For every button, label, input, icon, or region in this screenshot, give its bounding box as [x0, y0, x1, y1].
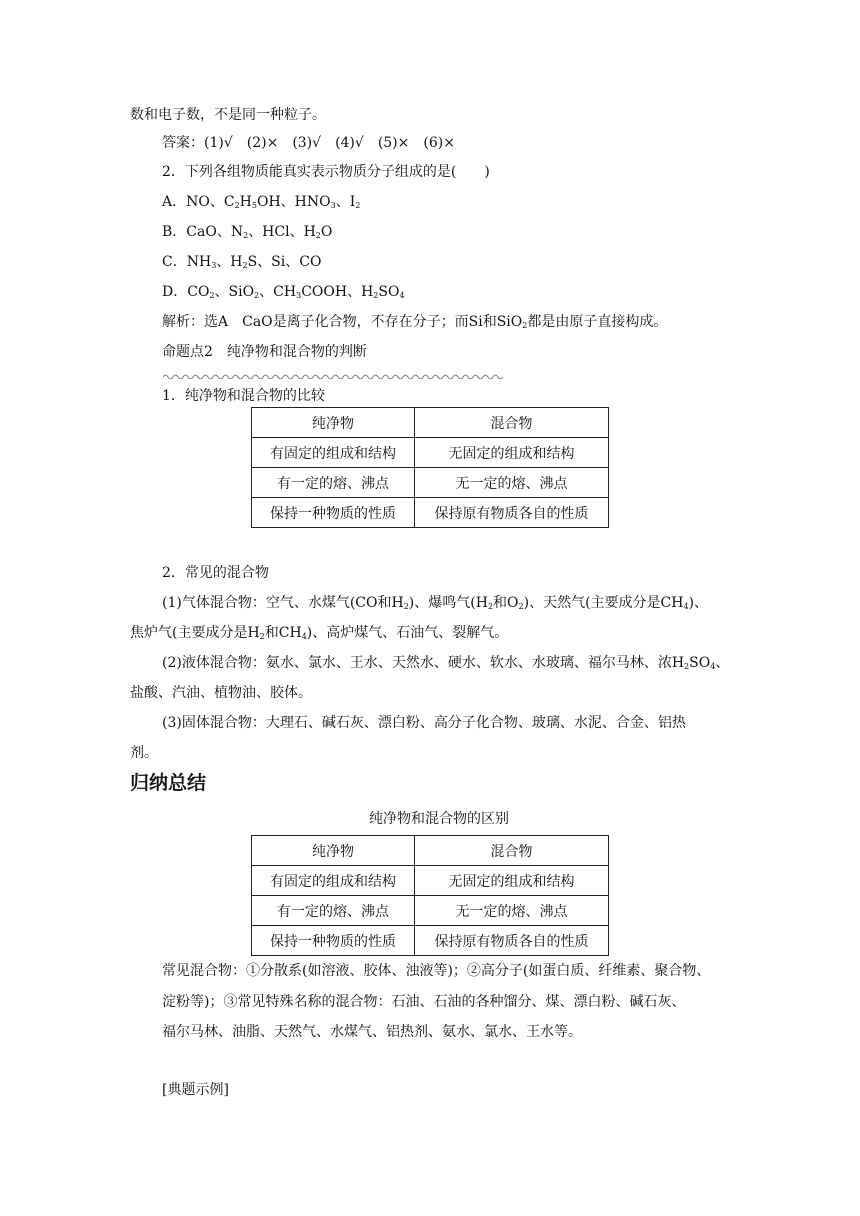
table-cell: 有一定的熔、沸点: [252, 468, 415, 498]
comparison-table: [251, 407, 609, 528]
subscript: 2: [243, 231, 249, 240]
analysis-line: [162, 312, 667, 332]
text-run: CO: [187, 284, 210, 300]
text-run: 、: [715, 655, 730, 671]
table-header-cell: 纯净物: [252, 408, 415, 438]
common-mix-line-2: 淀粉等)；③常见特殊名称的混合物：石油、石油的各种馏分、煤、漂白粉、碱石灰、: [162, 994, 686, 1010]
table-cell: 无一定的熔、沸点: [415, 896, 609, 926]
text-run: 、SiO: [214, 284, 255, 300]
subscript: 3: [211, 261, 217, 270]
text-run: O: [320, 224, 333, 240]
table-header-cell: 纯净物: [252, 836, 415, 866]
text-run: 焦炉气(主要成分是H: [130, 625, 260, 641]
option-text: [186, 224, 332, 240]
subscript: 2: [373, 291, 379, 300]
option-c: [162, 252, 321, 272]
text-run: 、I: [335, 194, 356, 210]
text-run: OH、HNO: [256, 194, 331, 210]
summary-table-title: 纯净物和混合物的区别: [369, 811, 509, 827]
text-run: NH: [186, 254, 212, 270]
table-cell: 保持一种物质的性质: [252, 926, 415, 956]
option-label: B．: [162, 224, 187, 240]
text-run: )、爆鸣气(H: [408, 595, 488, 611]
question-2-stem: 2．下列各组物质能真实表示物质分子组成的是( ): [162, 164, 490, 180]
table-row: [252, 468, 609, 498]
liquid-text: [162, 655, 729, 671]
table-cell: 有固定的组成和结构: [252, 866, 415, 896]
table-header-cell: 混合物: [415, 836, 609, 866]
compare-title: 1．纯净物和混合物的比较: [162, 388, 325, 404]
subscript: 2: [254, 291, 260, 300]
gas-line-1: [162, 593, 708, 613]
table-header-row: [252, 836, 609, 866]
solid-line-1: (3)固体混合物：大理石、碱石灰、漂白粉、高分子化合物、玻璃、水泥、合金、铝热: [162, 715, 686, 731]
example-label: [典题示例]: [162, 1082, 229, 1098]
subscript: 2: [684, 662, 690, 671]
table-cell: 有固定的组成和结构: [252, 438, 415, 468]
subscript: 2: [209, 291, 215, 300]
subscript: 2: [355, 201, 361, 210]
subscript: 3: [296, 291, 302, 300]
text-run: 、HCl、H: [248, 224, 316, 240]
text-run: CaO、N: [186, 224, 244, 240]
table-cell: 保持原有物质各自的性质: [415, 926, 609, 956]
liquid-line-2: 盐酸、汽油、植物油、胶体。: [130, 685, 312, 701]
option-a: [162, 192, 360, 212]
table-cell: 保持一种物质的性质: [252, 498, 415, 528]
text-run: 、CH: [259, 284, 297, 300]
analysis-text: 解析：选A CaO是离子化合物，不存在分子；而Si和SiO: [162, 314, 523, 330]
gas-text: [162, 595, 708, 611]
table-cell: 无固定的组成和结构: [415, 866, 609, 896]
answer-line: 答案：(1)√ (2)× (3)√ (4)√ (5)× (6)×: [162, 135, 455, 151]
subscript: 4: [301, 632, 307, 641]
topic-heading: 命题点2 纯净物和混合物的判断: [162, 344, 367, 360]
text-run: SO: [689, 655, 711, 671]
subscript: 2: [259, 632, 265, 641]
option-label: D．: [162, 284, 188, 300]
subscript: 4: [710, 662, 716, 671]
text-run: (1)气体混合物：空气、水煤气(CO和H: [162, 595, 404, 611]
text-run: COOH、H: [301, 284, 374, 300]
table-header-cell: 混合物: [415, 408, 609, 438]
liquid-line-1: [162, 653, 729, 673]
analysis-text-end: 都是由原子直接构成。: [527, 314, 668, 330]
text-run: (2)液体混合物：氨水、氯水、王水、天然水、硬水、软水、水玻璃、福尔马林、浓H: [162, 655, 685, 671]
subscript: 2: [315, 231, 321, 240]
subscript: 3: [330, 201, 336, 210]
text-run: 和CH: [264, 625, 302, 641]
common-title: 2．常见的混合物: [162, 565, 269, 581]
table-row: [252, 438, 609, 468]
subscript: 2: [242, 261, 248, 270]
subscript: 4: [683, 602, 689, 611]
table-cell: 无固定的组成和结构: [415, 438, 609, 468]
gas-text: [130, 625, 508, 641]
text-run: )、: [688, 595, 709, 611]
table-row: [252, 926, 609, 956]
common-mix-line-3: 福尔马林、油脂、天然气、水煤气、铝热剂、氨水、氯水、王水等。: [162, 1024, 582, 1040]
option-text: [187, 254, 322, 270]
text-run: SO: [378, 284, 400, 300]
table-cell: 保持原有物质各自的性质: [415, 498, 609, 528]
table-row: [252, 896, 609, 926]
option-b: [162, 222, 332, 242]
subscript: 2: [403, 602, 409, 611]
table-cell: 无一定的熔、沸点: [415, 468, 609, 498]
text-run: S、Si、CO: [247, 254, 322, 270]
text-run: 和O: [493, 595, 519, 611]
subscript: 2: [234, 201, 240, 210]
subscript: 4: [399, 291, 405, 300]
intro-line: 数和电子数，不是同一种粒子。: [130, 107, 326, 123]
option-label: A．: [162, 194, 187, 210]
option-text: [187, 284, 404, 300]
table-header-row: [252, 408, 609, 438]
table-row: [252, 866, 609, 896]
subscript: 5: [251, 201, 257, 210]
option-d: [162, 282, 405, 302]
text-run: 、H: [216, 254, 243, 270]
wavy-underline: [163, 373, 503, 379]
text-run: H: [239, 194, 252, 210]
common-mix-line-1: 常见混合物：①分散系(如溶液、胶体、浊液等)；②高分子(如蛋白质、纤维素、聚合物、: [162, 963, 711, 979]
gas-line-2: [130, 623, 508, 643]
table-cell: 有一定的熔、沸点: [252, 896, 415, 926]
text-run: )、天然气(主要成分是CH: [523, 595, 684, 611]
summary-table: [251, 835, 609, 956]
solid-line-2: 剂。: [130, 745, 158, 761]
option-label: C．: [162, 254, 187, 270]
subscript: 2: [518, 602, 524, 611]
analysis-sub: 2: [522, 321, 528, 330]
subscript: 2: [487, 602, 494, 611]
text-run: NO、C: [186, 194, 235, 210]
table-row: [252, 498, 609, 528]
option-text: [186, 194, 360, 210]
text-run: )、高炉煤气、石油气、裂解气。: [306, 625, 509, 641]
summary-heading: 归纳总结: [130, 772, 207, 794]
